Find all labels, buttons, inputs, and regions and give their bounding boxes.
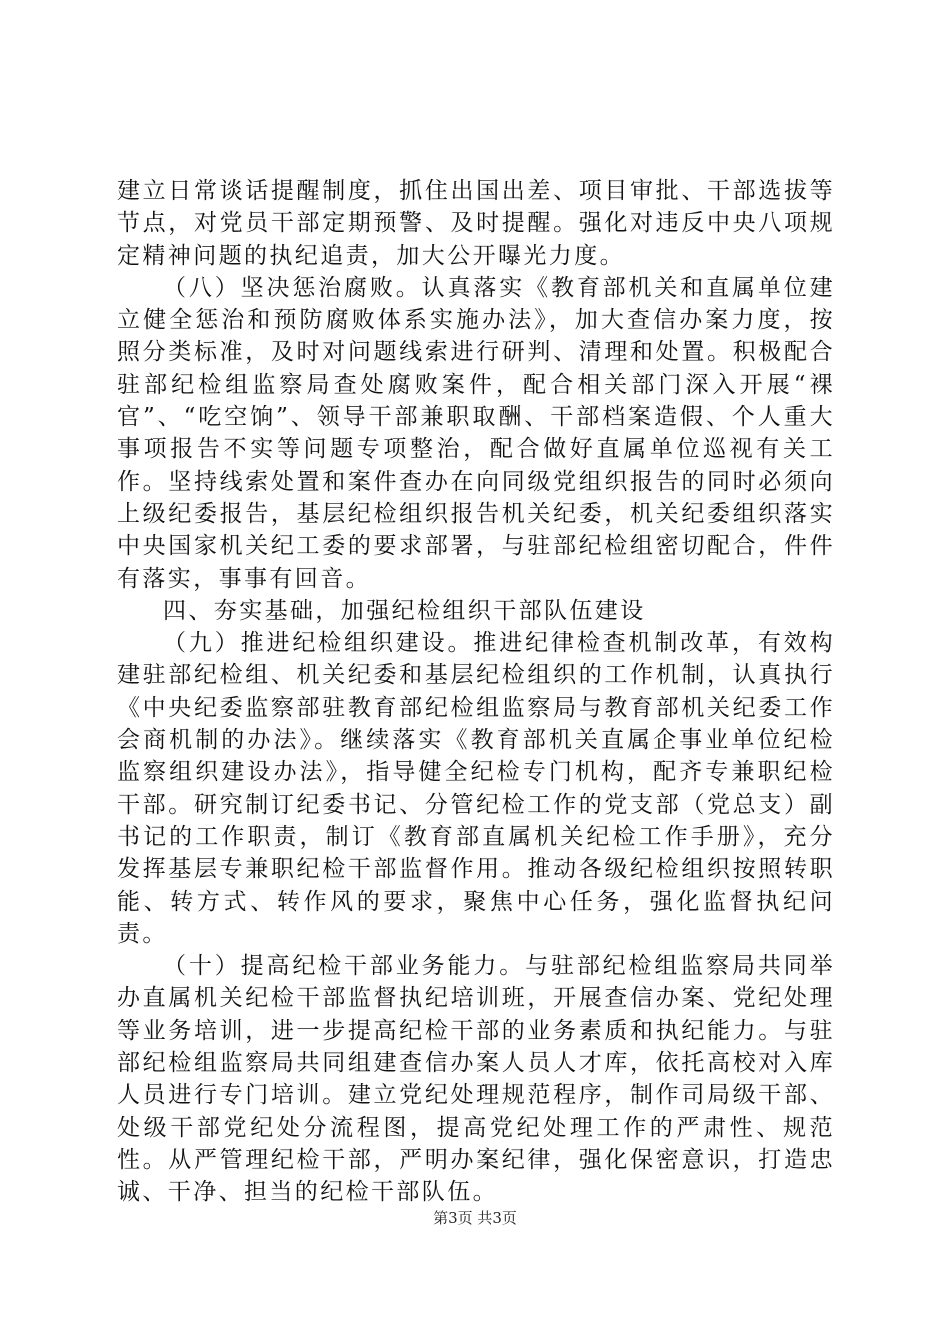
- document-body: [117, 175, 835, 1209]
- paragraph-1: 建立日常谈话提醒制度，抓住出国出差、项目审批、干部选拔等节点，对党员干部定期预警、及时提醒。强化对违反中央八项规定精神问题的执纪追责，加大公开曝光力度。: [117, 178, 835, 269]
- section-heading: 四、夯实基础，加强纪检组织干部队伍建设: [163, 597, 646, 624]
- page-footer: 第3页 共3页: [433, 1209, 517, 1227]
- paragraph-4: （十）提高纪检干部业务能力。与驻部纪检组监察局共同举办直属机关纪检干部监督执纪培训班，开展查信办案、党纪处理等业务培训，进一步提高纪检干部的业务素质和执纪能力。与驻部纪检组监察局共同组建查信办案人员人才库，依托高校对入库人员进行专门培训。建立党纪处理规范程序，制作司局级干部、处级干部党纪处分流程图，提高党纪处理工作的严肃性、规范性。从严管理纪检干部，严明办案纪律，强化保密意识，打造忠诚、干净、担当的纪检干部队伍。: [117, 953, 835, 1206]
- paragraph-3: （九）推进纪检组织建设。推进纪律检查机制改革，有效构建驻部纪检组、机关纪委和基层纪检组织的工作机制，认真执行《中央纪委监察部驻教育部纪检组监察局与教育部机关纪委工作会商机制的办法》。继续落实《教育部机关直属企事业单位纪检监察组织建设办法》，指导健全纪检专门机构，配齐专兼职纪检干部。研究制订纪委书记、分管纪检工作的党支部（党总支）副书记的工作职责，制订《教育部直属机关纪检工作手册》，充分发挥基层专兼职纪检干部监督作用。推动各级纪检组织按照转职能、转方式、转作风的要求，聚焦中心任务，强化监督执纪问责。: [117, 630, 835, 947]
- paragraph-2: （八）坚决惩治腐败。认真落实《教育部机关和直属单位建立健全惩治和预防腐败体系实施办法》，加大查信办案力度，按照分类标准，及时对问题线索进行研判、清理和处置。积极配合驻部纪检组监察局查处腐败案件，配合相关部门深入开展“裸官”、“吃空饷”、领导干部兼职取酬、干部档案造假、个人重大事项报告不实等问题专项整治，配合做好直属单位巡视有关工作。坚持线索处置和案件查办在向同级党组织报告的同时必须向上级纪委报告，基层纪检组织报告机关纪委，机关纪委组织落实中央国家机关纪工委的要求部署，与驻部纪检组密切配合，件件有落实，事事有回音。: [117, 274, 835, 592]
